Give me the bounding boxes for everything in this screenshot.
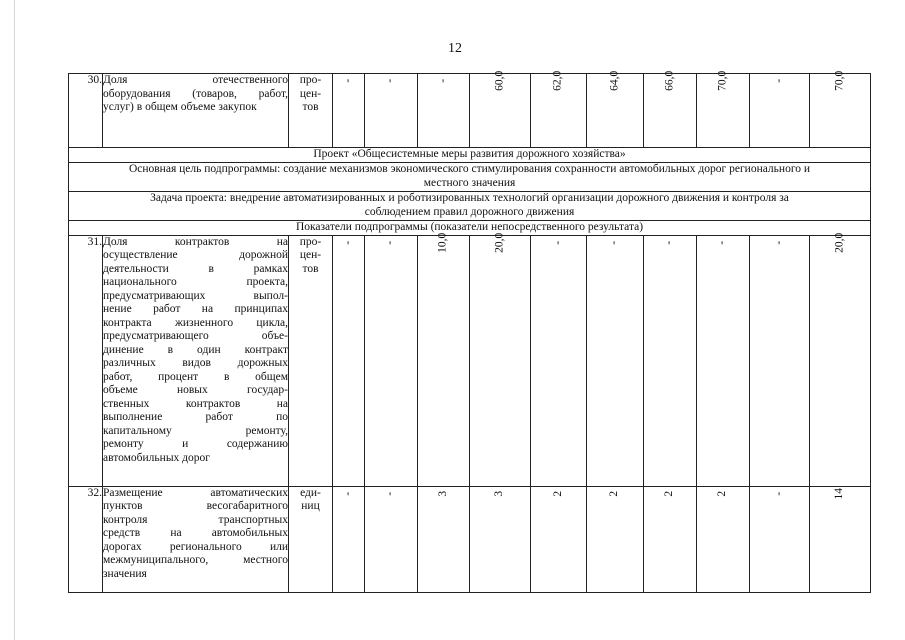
value-text: 20,0 [833,232,846,253]
value-text: - [341,491,354,496]
value-cell [531,486,587,592]
value-text: - [772,491,785,496]
value-cell [531,235,587,486]
value-text: - [551,240,564,245]
value-cell [697,235,750,486]
value-text: 2 [663,490,676,497]
value-cell [587,235,644,486]
value-text: 2 [551,490,564,497]
unit-line: еди- [300,486,321,499]
project-task-line: Задача проекта: внедрение автоматизированных и роботизированных технологий организации дорожного движения и контроля за [150,192,789,204]
indicator-name-line: деятельности в рамках [103,262,288,275]
value-text: - [436,78,449,83]
value-cell [644,70,697,148]
indicator-name-line: работ, процент в общем [103,370,288,383]
value-text: - [716,240,729,245]
value-text: 64,0 [608,70,621,91]
main-goal-line: местного значения [423,176,516,189]
project-title: Проект «Общесистемные меры развития дорожного хозяйства» [69,148,871,163]
indicator-name-line: оборудования (товаров, работ, [103,87,288,100]
indicator-name-line: капитальному ремонту, [103,424,288,437]
indicator-name-line: объеме новых государ- [103,384,288,396]
value-text: - [384,240,397,245]
table-row [69,148,871,163]
value-text: - [663,240,676,245]
value-text: - [608,240,621,245]
row-number: 32. [69,486,103,592]
indicator-name-line: выполнение работ по [103,411,288,423]
value-text: 2 [608,490,621,497]
left-margin-rule [14,0,15,640]
table-row [69,235,871,486]
indicator-name-line: нение работ на принципах [103,303,288,315]
value-text: - [772,240,785,245]
value-cell [333,74,365,148]
indicator-name-line: осуществление дорожной [103,249,288,261]
indicator-name-line: динение в один контракт [103,343,288,356]
row-number: 30. [69,74,103,148]
indicator-name-line: Доля контрактов на [103,235,288,248]
indicator-name-line: контроля транспортных [103,513,288,526]
value-text: - [341,240,354,245]
table-body-bottom [69,232,871,592]
value-cell [587,70,644,148]
value-text: 14 [833,487,846,499]
value-cell [810,486,871,592]
value-text: - [384,78,397,83]
unit-line: про- [299,235,322,248]
table-row [69,74,871,148]
value-cell [697,70,750,148]
value-cell [470,70,531,148]
indicators-table [68,70,871,593]
page-number: 12 [448,41,462,56]
value-text: 70,0 [716,70,729,91]
unit-line: цен- [299,249,322,261]
value-cell [810,232,871,486]
value-cell [470,486,531,592]
indicator-name-line: услуг) в общем объеме закупок [103,101,257,113]
value-cell [644,486,697,592]
value-cell [697,486,750,592]
indicator-name-line: предусматривающих выпол- [103,289,288,302]
row-number: 31. [69,235,103,486]
indicator-name-line: ственных контрактов на [103,397,288,410]
value-text: 66,0 [663,70,676,91]
indicator-name-line: автомобильных дорог [103,451,210,464]
indicator-name [103,486,289,592]
value-cell [644,235,697,486]
indicator-name-line: национального проекта, [103,276,288,288]
unit-line: про- [299,74,322,86]
project-task-line: соблюдением правил дорожного движения [364,205,575,218]
value-cell [750,74,810,148]
indicator-name-line: ремонту и содержанию [103,438,288,450]
project-task [69,192,871,221]
value-text: 3 [436,490,449,497]
value-cell [750,486,810,592]
value-cell [470,232,531,486]
value-cell [587,486,644,592]
value-cell [365,74,418,148]
value-text: 60,0 [493,70,506,91]
value-text: - [384,491,397,496]
value-cell [365,235,418,486]
value-cell [333,235,365,486]
value-text: 62,0 [551,70,564,91]
value-cell [418,74,470,148]
unit-cell [289,235,333,486]
unit-line: тов [302,262,319,275]
table-body-top [69,70,871,148]
table-section-rows [69,148,871,236]
value-cell [333,486,365,592]
table-row [69,486,871,592]
unit-cell [289,74,333,148]
value-cell [365,486,418,592]
indicator-name-line: Размещение автоматических [103,486,288,499]
value-text: - [341,78,354,83]
indicator-name-line: пунктов весогабаритного [103,500,288,512]
main-goal-line: Основная цель подпрограммы: создание механизмов экономического стимулирования сохранности автомобильных дорог регионального и [128,163,811,175]
indicator-name [103,74,289,148]
indicator-name-line: предусматривающего объе- [103,330,288,342]
indicator-name-line: Доля отечественного [103,74,288,86]
value-text: 3 [493,490,506,497]
indicator-name-line: межмуниципального, местного [103,554,288,566]
table-row [69,192,871,221]
table-row [69,163,871,192]
value-text: 10,0 [436,232,449,253]
value-cell [418,486,470,592]
value-text: 20,0 [493,232,506,253]
value-text: 70,0 [833,70,846,91]
unit-line: цен- [299,87,322,100]
table-row [69,221,871,236]
indicator-name-line: контракта жизненного цикла, [103,316,288,329]
indicator-name-line: средств на автомобильных [103,527,288,539]
unit-line: тов [302,101,319,113]
value-text: - [772,78,785,83]
unit-cell [289,486,333,592]
indicator-name-line: дорогах регионального или [103,540,288,553]
value-text: 2 [716,490,729,497]
value-cell [531,70,587,148]
value-cell [750,235,810,486]
indicator-name [103,235,289,486]
indicators-header: Показатели подпрограммы (показатели непосредственного результата) [69,221,871,236]
main-goal [69,163,871,192]
value-cell [810,70,871,148]
unit-line: ниц [301,500,320,512]
value-cell [418,232,470,486]
indicator-name-line: различных видов дорожных [103,357,288,369]
indicator-name-line: значения [103,567,147,580]
